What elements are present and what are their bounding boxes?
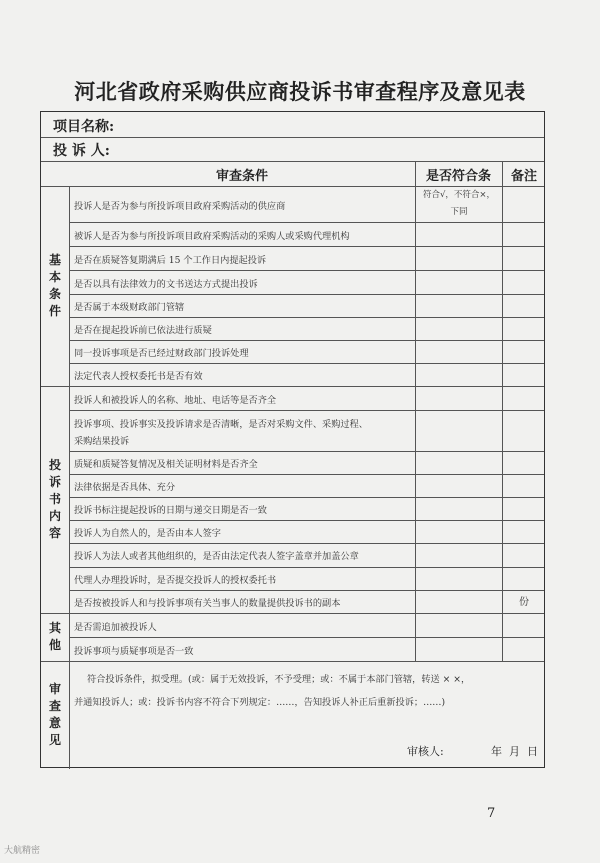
divider (69, 520, 544, 521)
opinion-text: 符合投诉条件，拟受理。(或：属于无效投诉，不予受理；或：不属于本部门管辖，转送 × ×， (87, 674, 471, 685)
section-char: 本 (48, 270, 61, 284)
divider (69, 497, 544, 498)
divider (41, 613, 544, 614)
table-row: 质疑和质疑答复情况及相关证明材料是否齐全 (74, 459, 258, 470)
watermark-logo: 大航精密 (4, 846, 41, 856)
section-char: 条 (48, 287, 61, 301)
divider (69, 590, 544, 591)
section-basic-conditions (41, 186, 69, 386)
section-char: 其 (48, 621, 61, 635)
section-other (41, 613, 69, 661)
header-review-conditions: 审查条件 (215, 169, 268, 184)
divider (69, 451, 544, 452)
table-row: 投诉事项与质疑事项是否一致 (74, 646, 194, 657)
table-row: 代理人办理投诉时，是否提交投诉人的授权委托书 (74, 575, 277, 586)
divider (69, 340, 544, 341)
divider (69, 294, 544, 295)
table-row: 是否在质疑答复期满后 15 个工作日内提起投诉 (74, 255, 267, 266)
divider (69, 410, 544, 411)
section-char: 书 (48, 492, 61, 506)
section-char: 基 (48, 253, 61, 267)
section-char: 见 (48, 733, 61, 747)
copies-unit: 份 (519, 597, 529, 608)
table-row: 是否按被投诉人和与投诉事项有关当事人的数量提供投诉书的副本 (74, 598, 341, 609)
table-row: 法定代表人授权委托书是否有效 (74, 371, 203, 382)
table-row: 投诉书标注提起投诉的日期与递交日期是否一致 (74, 505, 267, 516)
divider (41, 386, 544, 387)
section-char: 他 (48, 638, 61, 652)
table-row: 投诉事项、投诉事实及投诉请求是否清晰，是否对采购文件、采购过程、 (74, 419, 368, 430)
table-row: 投诉人为法人或者其他组织的，是否由法定代表人签字盖章并加盖公章 (74, 551, 359, 562)
divider (41, 161, 544, 162)
header-remarks: 备注 (510, 169, 537, 184)
divider (69, 246, 544, 247)
table-row: 投诉人和被投诉人的名称、地址、电话等是否齐全 (74, 395, 277, 406)
divider (69, 186, 70, 661)
divider (41, 137, 544, 138)
project-name-label: 项目名称: (53, 119, 115, 135)
form-title: 河北省政府采购供应商投诉书审查程序及意见表 (74, 79, 526, 104)
table-row: 是否需追加被投诉人 (74, 622, 157, 633)
table-row: 投诉人是否为参与所投诉项目政府采购活动的供应商 (74, 201, 286, 212)
table-row: 是否以具有法律效力的文书送达方式提出投诉 (74, 279, 258, 290)
review-form-table (40, 111, 545, 768)
table-row: 同一投诉事项是否已经过财政部门投诉处理 (74, 348, 249, 359)
divider (69, 363, 544, 364)
complainant-label: 投 诉 人: (53, 143, 110, 159)
table-row: 是否在提起投诉前已依法进行质疑 (74, 325, 212, 336)
divider (502, 161, 503, 661)
table-row: 投诉人为自然人的，是否由本人签字 (74, 528, 221, 539)
reviewer-label: 审核人: (407, 745, 444, 758)
section-char: 查 (48, 699, 61, 713)
divider (69, 661, 70, 769)
table-row: 是否属于本级财政部门管辖 (74, 302, 185, 313)
opinion-text: 并通知投诉人；或：投诉书内容不符合下列规定：……，告知投诉人补正后重新投诉；……) (74, 697, 446, 708)
divider (415, 161, 416, 661)
section-char: 投 (48, 458, 61, 472)
section-char: 内 (48, 509, 61, 523)
conformity-note-line: 符合√，不符合×， (422, 190, 496, 200)
divider (69, 474, 544, 475)
divider (69, 270, 544, 271)
divider (69, 637, 544, 638)
divider (69, 567, 544, 568)
page-number: 7 (487, 806, 496, 821)
table-row: 采购结果投诉 (74, 436, 130, 447)
section-char: 审 (48, 682, 61, 696)
divider (69, 543, 544, 544)
section-char: 件 (48, 304, 61, 318)
section-complaint-content (41, 386, 69, 613)
section-char: 意 (48, 716, 61, 730)
section-char: 容 (48, 526, 61, 540)
table-row: 被诉人是否为参与所投诉项目政府采购活动的采购人或采购代理机构 (74, 231, 350, 242)
divider (41, 661, 544, 662)
divider (69, 317, 544, 318)
table-row: 法律依据是否具体、充分 (74, 482, 176, 493)
conformity-note (417, 187, 501, 221)
header-conformity: 是否符合条 (425, 169, 491, 184)
conformity-note-line: 下同 (450, 207, 468, 217)
section-char: 诉 (48, 475, 61, 489)
divider (69, 222, 544, 223)
date-label: 年 月 日 (491, 745, 538, 758)
section-review-opinion (41, 661, 69, 769)
